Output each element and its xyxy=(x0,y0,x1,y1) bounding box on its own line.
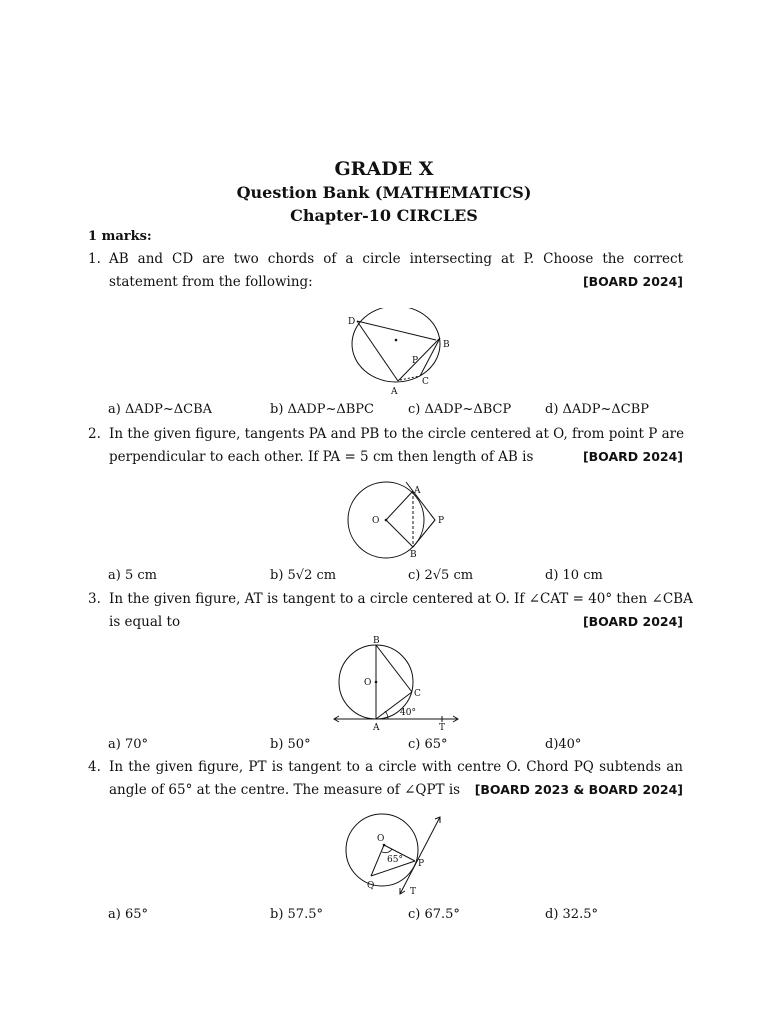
options-q1 xyxy=(108,402,668,420)
board-tag: [BOARD 2024] xyxy=(582,274,683,289)
option-d[interactable]: d) 32.5° xyxy=(545,907,598,922)
section-label: 1 marks: xyxy=(88,229,152,244)
question-text-line2: angle of 65° at the centre. The measure of ∠QPT is xyxy=(109,782,461,798)
question-text-line1: In the given figure, PT is tangent to a circle with centre O. Chord PQ subtends an xyxy=(109,759,683,775)
label-A: A xyxy=(373,723,380,733)
figure-q4-tangent xyxy=(340,808,460,900)
label-angle-40: 40° xyxy=(400,708,416,718)
label-B: B xyxy=(410,550,417,560)
option-d[interactable]: d) ΔADP~ΔCBP xyxy=(545,402,649,417)
option-b[interactable]: b) 50° xyxy=(270,737,311,752)
option-d[interactable]: d)40° xyxy=(545,737,582,752)
question-number: 3. xyxy=(88,591,101,607)
option-a[interactable]: a) ΔADP~ΔCBA xyxy=(108,402,213,417)
option-a[interactable]: a) 70° xyxy=(108,737,148,752)
question-text-line1: AB and CD are two chords of a circle intersecting at P. Choose the correct xyxy=(109,251,683,267)
label-O: O xyxy=(377,834,385,844)
label-B: B xyxy=(443,340,450,350)
chapter-title: Chapter-10 CIRCLES xyxy=(290,206,478,225)
board-tag: [BOARD 2024] xyxy=(582,614,683,629)
label-O: O xyxy=(372,516,380,526)
option-c[interactable]: c) 67.5° xyxy=(408,907,460,922)
options-q2 xyxy=(108,568,668,586)
question-text-line2: statement from the following: xyxy=(109,274,313,290)
option-c[interactable]: c) 65° xyxy=(408,737,448,752)
question-text-line1: In the given figure, AT is tangent to a circle centered at O. If ∠CAT = 40° then ∠CBA xyxy=(109,591,693,607)
figure-q1-chords xyxy=(340,308,460,398)
label-P: P xyxy=(412,356,419,366)
label-A: A xyxy=(414,486,421,496)
label-Q: Q xyxy=(367,881,375,891)
question-text-line1: In the given figure, tangents PA and PB to the circle centered at O, from point P are xyxy=(109,426,685,442)
label-T: T xyxy=(439,723,446,733)
question-text-line2: perpendicular to each other. If PA = 5 cm then length of AB is xyxy=(109,449,534,465)
option-a[interactable]: a) 65° xyxy=(108,907,148,922)
option-b[interactable]: b) 5√2 cm xyxy=(270,568,337,583)
label-C: C xyxy=(422,377,429,387)
board-tag: [BOARD 2024] xyxy=(582,449,683,464)
subject-title: Question Bank (MATHEMATICS) xyxy=(236,183,532,202)
grade-title: GRADE X xyxy=(334,158,434,180)
label-B: B xyxy=(373,636,380,646)
option-c[interactable]: c) ΔADP~ΔBCP xyxy=(408,402,512,417)
label-A: A xyxy=(391,387,398,397)
label-C: C xyxy=(414,689,421,699)
question-number: 2. xyxy=(88,426,101,442)
question-number: 4. xyxy=(88,759,101,775)
option-b[interactable]: b) ΔADP~ΔBPC xyxy=(270,402,374,417)
board-tag: [BOARD 2023 & BOARD 2024] xyxy=(474,782,683,797)
option-a[interactable]: a) 5 cm xyxy=(108,568,157,583)
options-q3 xyxy=(108,737,668,755)
question-number: 1. xyxy=(88,251,101,267)
figure-q3-tangent xyxy=(330,634,465,734)
options-q4 xyxy=(108,907,668,925)
label-O: O xyxy=(364,678,372,688)
option-b[interactable]: b) 57.5° xyxy=(270,907,323,922)
label-angle-65: 65° xyxy=(387,855,403,865)
label-D: D xyxy=(348,317,356,327)
option-d[interactable]: d) 10 cm xyxy=(545,568,603,583)
label-T: T xyxy=(410,887,417,897)
figure-q2-tangents xyxy=(340,476,460,560)
option-c[interactable]: c) 2√5 cm xyxy=(408,568,474,583)
question-text-line2: is equal to xyxy=(109,614,181,630)
label-P: P xyxy=(438,516,445,526)
label-P: P xyxy=(418,859,425,869)
